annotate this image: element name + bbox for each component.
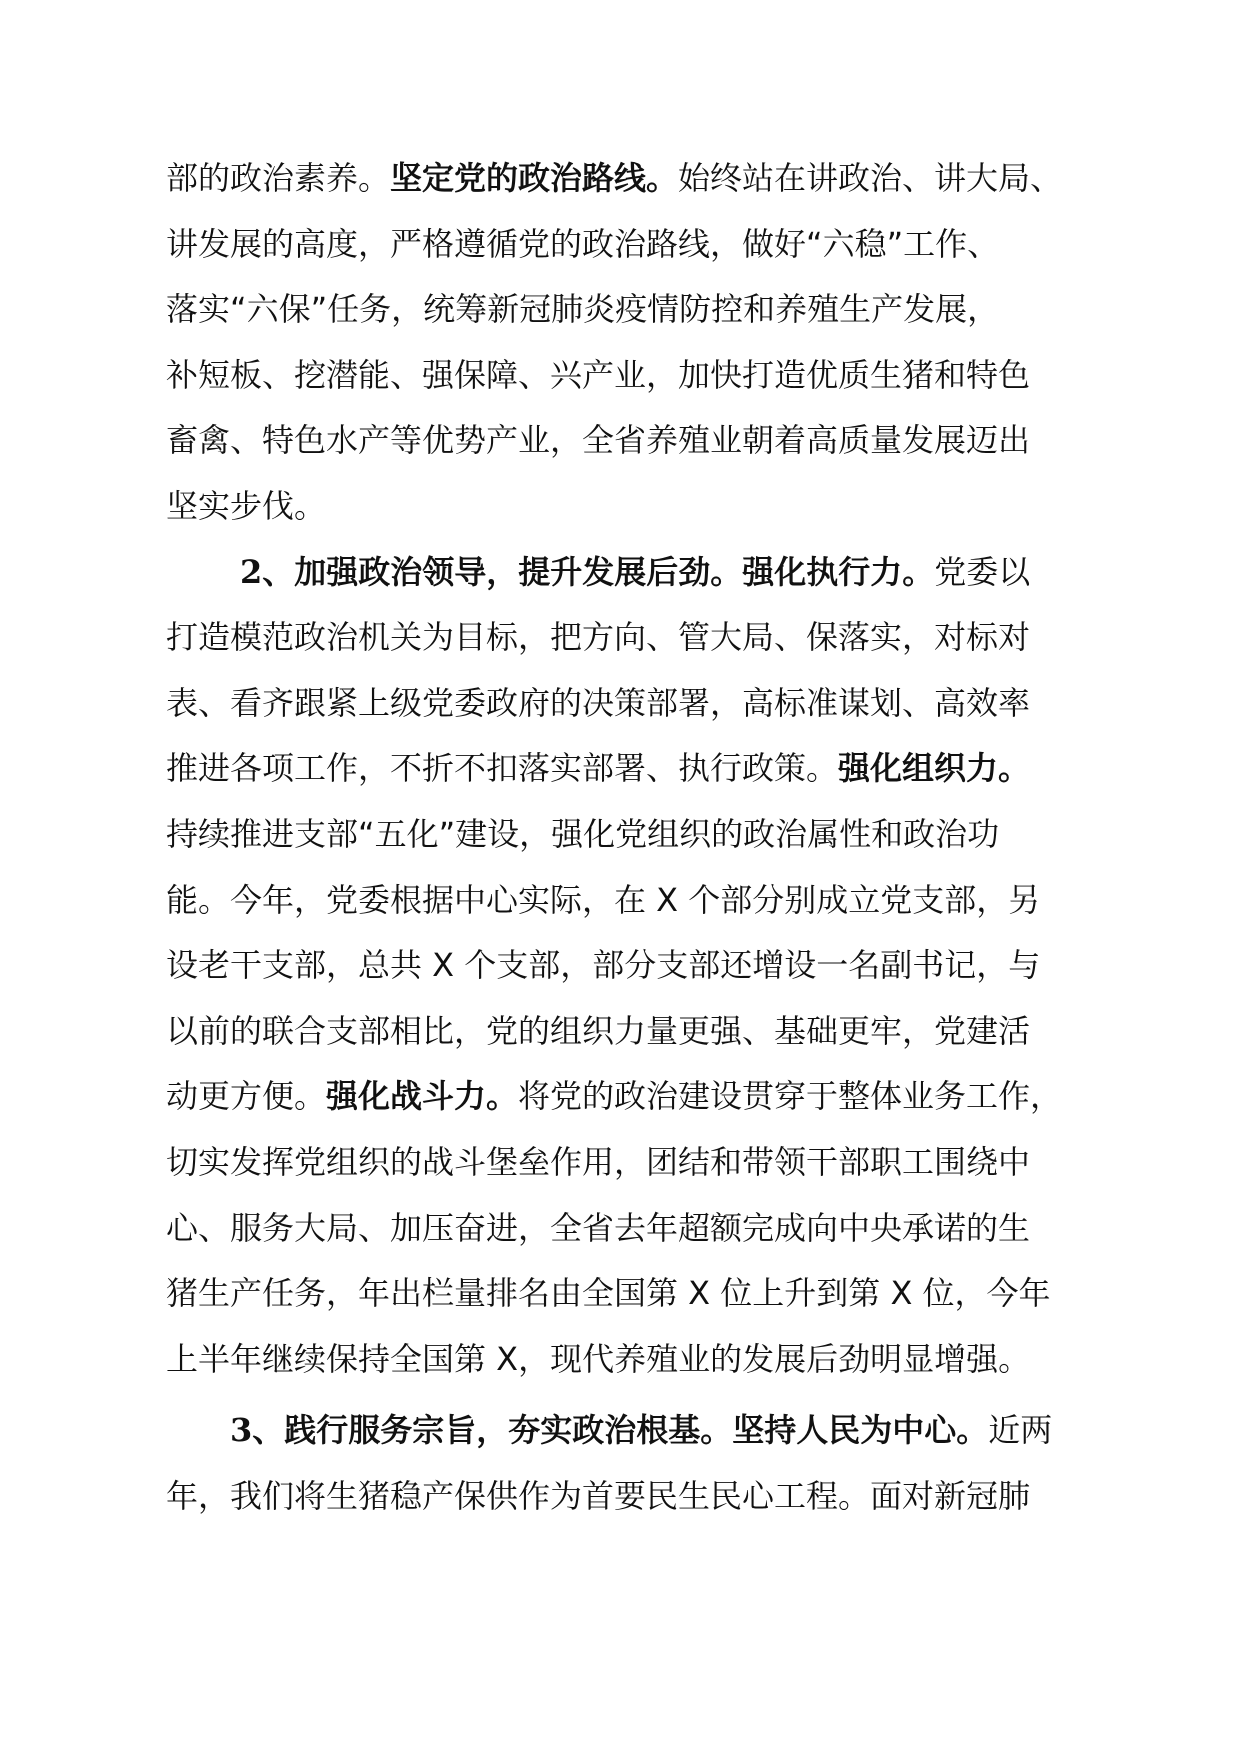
bold-heading: 强化组织力。 [838,749,1031,788]
text-line: 年，我们将生猪稳产保供作为首要民生民心工程。面对新冠肺 [166,1476,1031,1515]
section-heading: 2、加强政治领导，提升发展后劲。强化执行力。 [240,552,935,591]
paragraph-3 [166,1398,1116,1529]
document-page [166,146,1116,1529]
text-line: 2、加强政治领导，提升发展后劲。强化执行力。党委以 [240,552,1031,591]
section-heading: 3、践行服务宗旨，夯实政治根基。坚持人民为中心。 [230,1411,989,1450]
text-line: 部的政治素养。坚定党的政治路线。始终站在讲政治、讲大局、 [166,159,1063,197]
text-line: 打造模范政治机关为目标，把方向、管大局、保落实，对标对 [166,618,1031,657]
text-line: 切实发挥党组织的战斗堡垒作用，团结和带领干部职工围绕中 [166,1142,1031,1181]
text-line: 推进各项工作，不折不扣落实部署、执行政策。强化组织力。 [166,749,1031,788]
text-line: 补短板、挖潜能、强保障、兴产业，加快打造优质生猪和特色 [166,355,1031,394]
paragraph-2 [166,540,1116,1393]
text-line: 坚实步伐。 [166,486,327,525]
bold-heading: 坚定党的政治路线。 [390,159,679,197]
text-line: 设老干支部，总共 X 个支部，部分支部还增设一名副书记，与 [166,946,1041,985]
text-line: 上半年继续保持全国第 X，现代养殖业的发展后劲明显增强。 [166,1339,1031,1378]
text-line: 讲发展的高度，严格遵循党的政治路线，做好“六稳”工作、 [166,224,1000,263]
paragraph-1 [166,146,1116,540]
section-number: 2 [240,552,263,591]
text-line: 3、践行服务宗旨，夯实政治根基。坚持人民为中心。近两 [230,1411,1053,1450]
text-line: 心、服务大局、加压奋进，全省去年超额完成向中央承诺的生 [166,1208,1031,1247]
text-line: 动更方便。强化战斗力。将党的政治建设贯穿于整体业务工作， [166,1077,1063,1116]
text-line: 落实“六保”任务，统筹新冠肺炎疫情防控和养殖生产发展， [166,290,1000,329]
text-line: 持续推进支部“五化”建设，强化党组织的政治属性和政治功 [166,814,1000,853]
bold-heading: 强化战斗力。 [326,1077,519,1116]
section-number: 3 [230,1411,253,1450]
text-line: 猪生产任务，年出栏量排名由全国第 X 位上升到第 X 位，今年 [166,1274,1051,1313]
text-line: 表、看齐跟紧上级党委政府的决策部署，高标准谋划、高效率 [166,683,1031,722]
text-line: 能。今年，党委根据中心实际，在 X 个部分别成立党支部，另 [166,880,1041,919]
text-line: 以前的联合支部相比，党的组织力量更强、基础更牢，党建活 [166,1011,1031,1050]
text-line: 畜禽、特色水产等优势产业，全省养殖业朝着高质量发展迈出 [166,421,1031,460]
